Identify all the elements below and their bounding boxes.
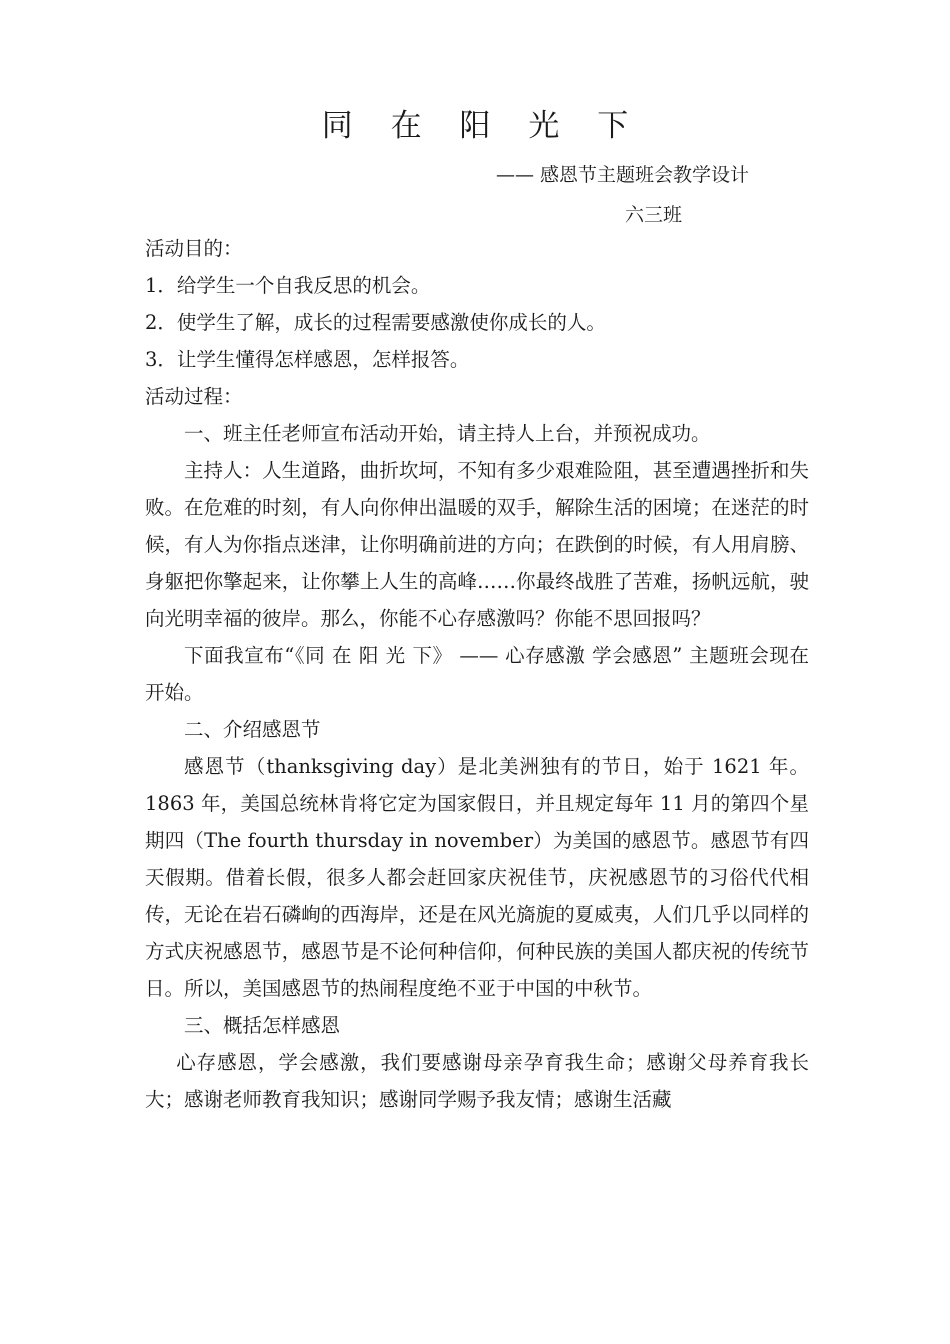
thanksgiving-intro-paragraph: 感恩节（thanksgiving day）是北美洲独有的节日，始于 1621 年。1863 年，美国总统林肯将它定为国家假日，并且规定每年 11 月的第四个星期四（The fourth thursday in november）为美国的感恩节。感恩节有四天假期。借着长假，很多人都会赶回家庆祝佳节，庆祝感恩节的习俗代代相传，无论在岩石磷峋的西海岸，还是在风光旖旎的夏威夷，人们几乎以同样的方式庆祝感恩节，感恩节是不论何种信仰，何种民族的美国人都庆祝的传统节日。所以，美国感恩节的热闹程度绝不亚于中国的中秋节。 [145, 755, 809, 1000]
host-speech-paragraph: 主持人：人生道路，曲折坎坷，不知有多少艰难险阻，甚至遭遇挫折和失败。在危难的时刻，有人向你伸出温暖的双手，解除生活的困境；在迷茫的时候，有人为你指点迷津，让你明确前进的方向；在跌倒的时候，有人用肩膀、身躯把你擎起来，让你攀上人生的高峰……你最终战胜了苦难，扬帆远航，驶向光明幸福的彼岸。那么，你能不心存感激吗？你能不思回报吗？ [145, 459, 809, 630]
step-1-heading: 一、班主任老师宣布活动开始，请主持人上台，并预祝成功。 [184, 422, 711, 445]
document-body [145, 230, 809, 1118]
step-2-heading: 二、介绍感恩节 [184, 718, 321, 741]
document-title: 同 在 阳 光 下 [321, 108, 643, 144]
purpose-item-2: 2．使学生了解，成长的过程需要感激使你成长的人。 [145, 311, 606, 334]
step-3-heading: 三、概括怎样感恩 [184, 1014, 341, 1037]
section-heading-purpose: 活动目的： [145, 237, 243, 260]
class-name: 六三班 [624, 204, 682, 226]
purpose-item-1: 1．给学生一个自我反思的机会。 [145, 274, 431, 297]
section-heading-process: 活动过程： [145, 385, 243, 408]
announcement-paragraph: 下面我宣布“《同 在 阳 光 下》 —— 心存感激 学会感恩” 主题班会现在开始。 [145, 644, 809, 704]
document-subtitle: —— 感恩节主题班会教学设计 [495, 164, 749, 186]
purpose-item-3: 3．让学生懂得怎样感恩，怎样报答。 [145, 348, 470, 371]
gratitude-paragraph: 心存感恩，学会感激，我们要感谢母亲孕育我生命；感谢父母养育我长大；感谢老师教育我知识；感谢同学赐予我友情；感谢生活藏 [145, 1051, 809, 1111]
